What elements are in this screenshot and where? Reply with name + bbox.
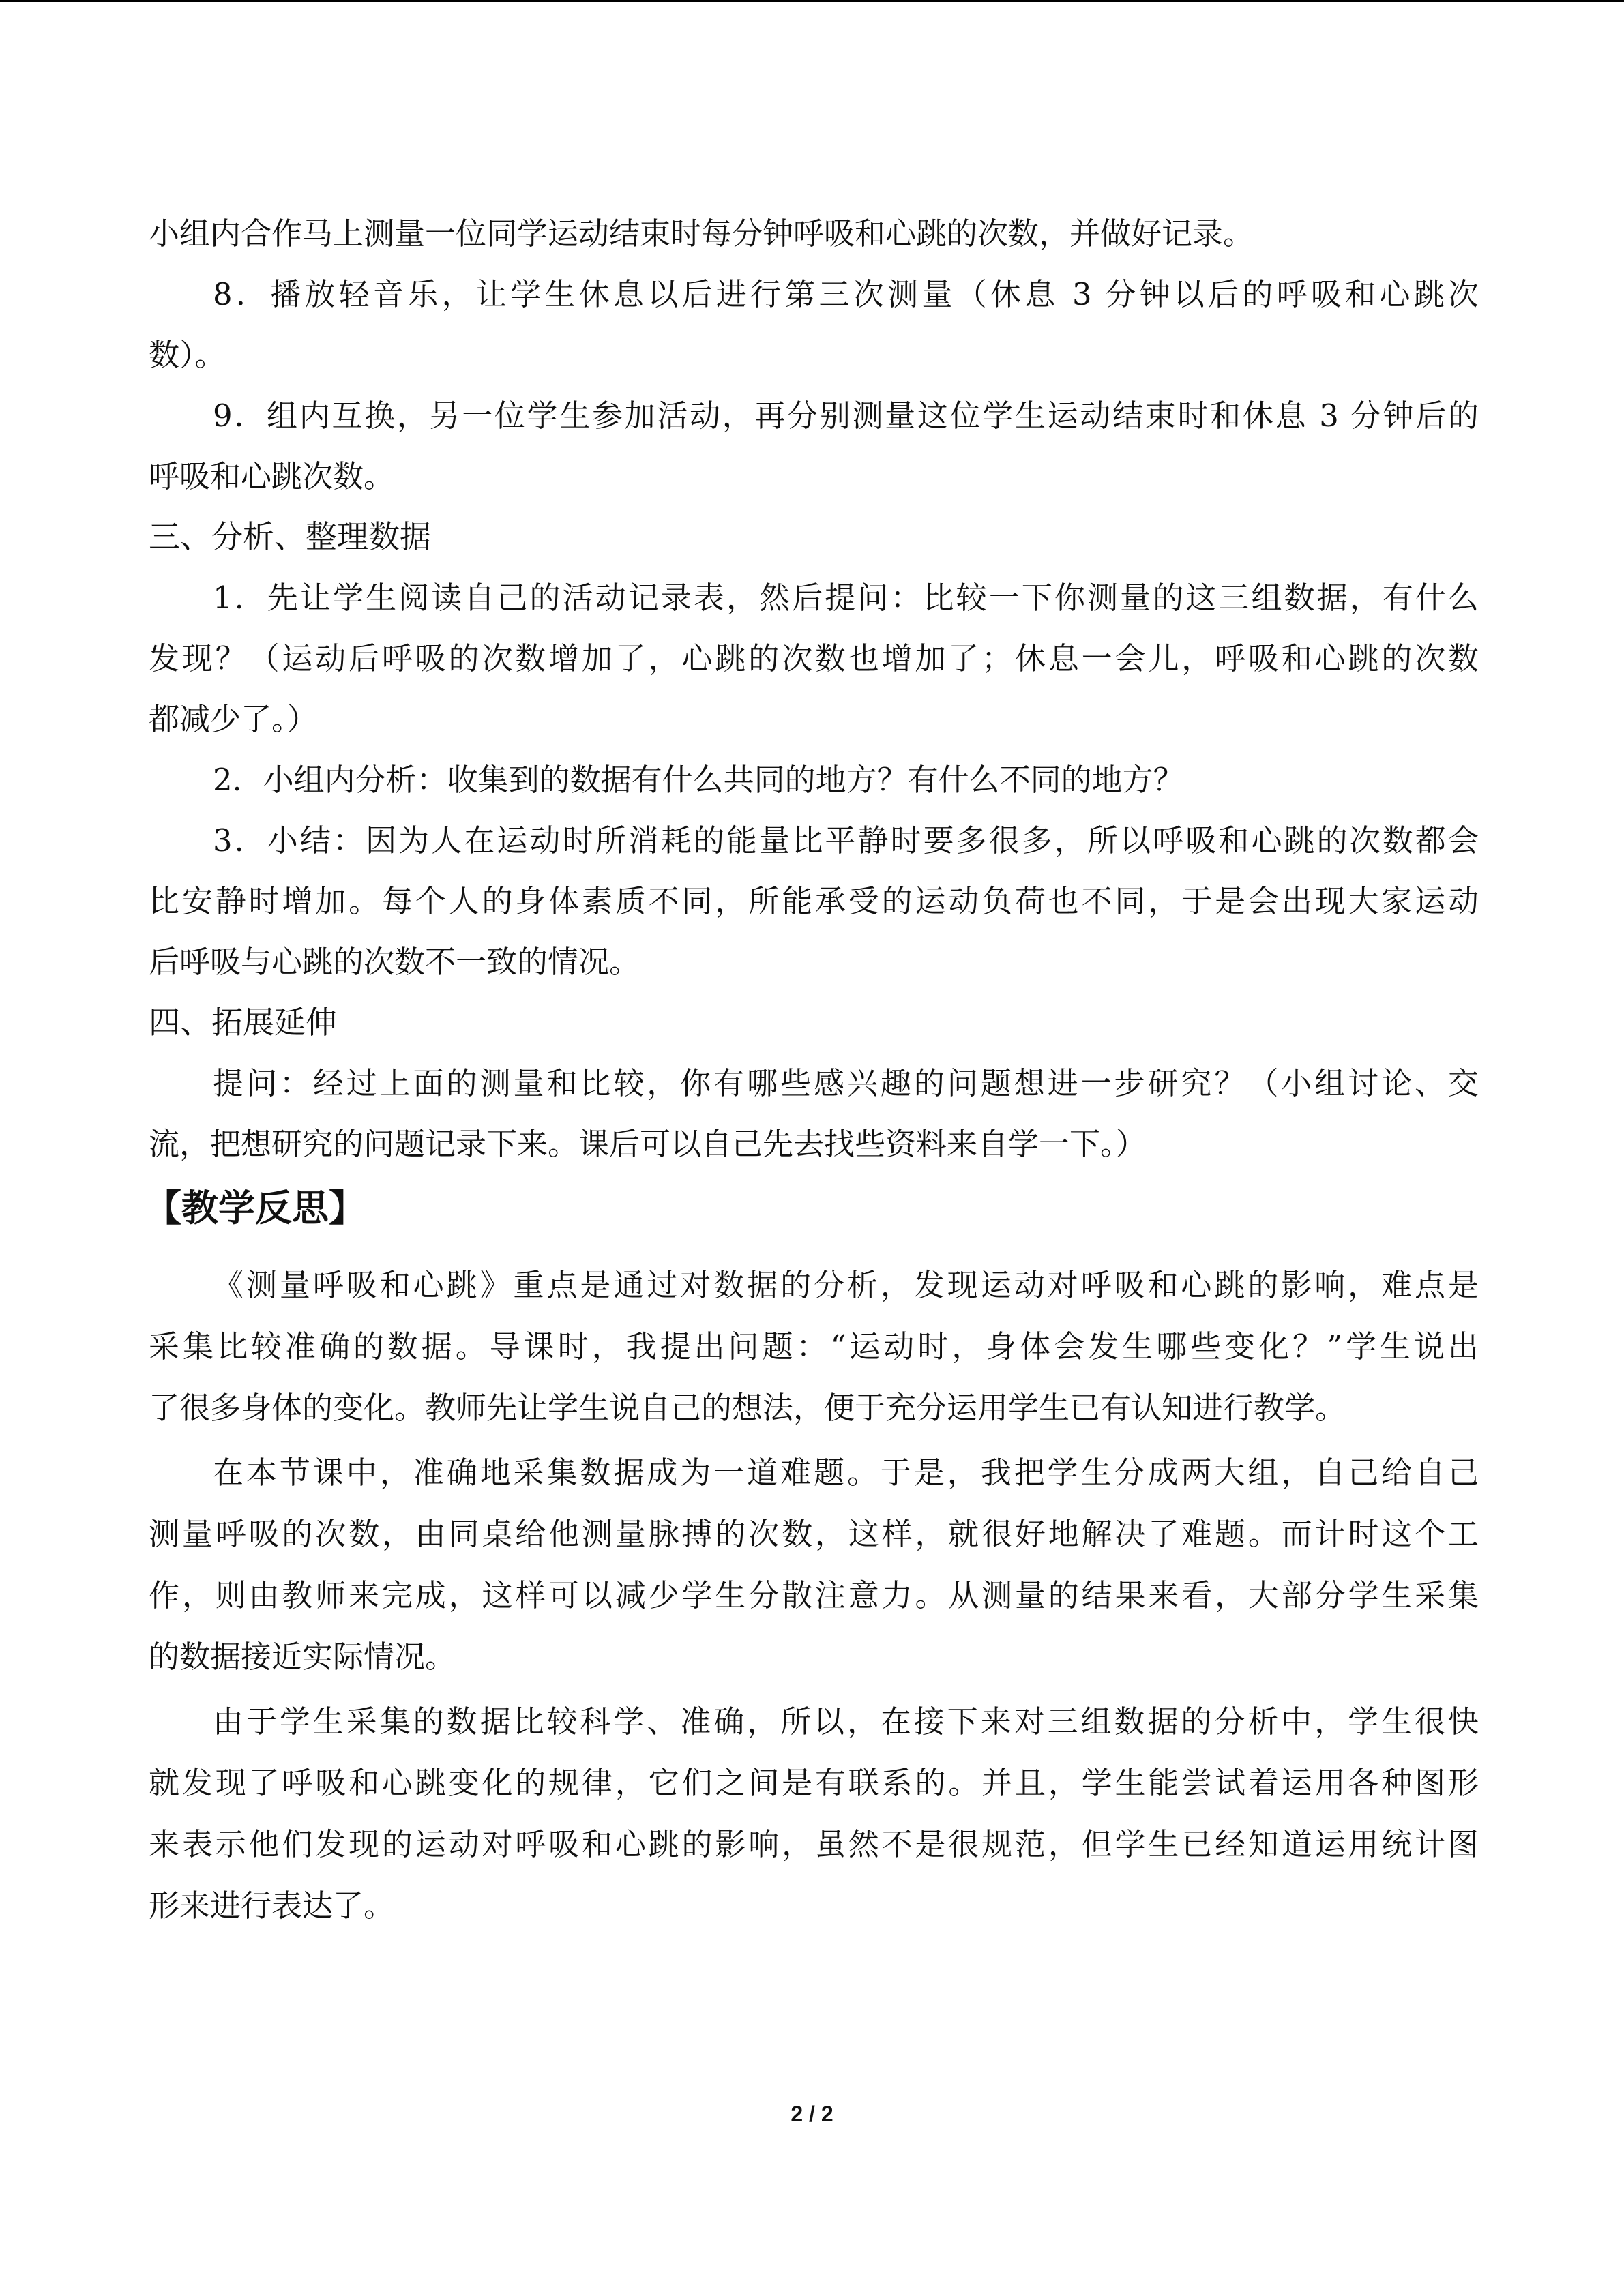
text-line: 的数据接近实际情况。: [149, 1639, 456, 1675]
text-line: 呼吸和心跳次数。: [149, 458, 395, 494]
text-line: 作，则由教师来完成，这样可以减少学生分散注意力。从测量的结果来看，大部分学生采集: [149, 1577, 1479, 1613]
text-line: 8．播放轻音乐，让学生休息以后进行第三次测量（休息 3 分钟以后的呼吸和心跳次: [213, 276, 1479, 312]
text-line: 提问：经过上面的测量和比较，你有哪些感兴趣的问题想进一步研究？（小组讨论、交: [213, 1065, 1479, 1101]
text-line: 后呼吸与心跳的次数不一致的情况。: [149, 944, 640, 980]
text-line: 了很多身体的变化。教师先让学生说自己的想法，便于充分运用学生已有认知进行教学。: [149, 1390, 1346, 1426]
text-line: 数）。: [149, 337, 226, 373]
reflection-paragraph-2: [149, 1442, 1479, 1688]
paragraph-step-8: [149, 264, 1479, 385]
section-heading-analysis: 三、分析、整理数据: [149, 518, 431, 555]
text-line: 比安静时增加。每个人的身体素质不同，所能承受的运动负荷也不同，于是会出现大家运动: [149, 883, 1479, 919]
text-line: 9．组内互换，另一位学生参加活动，再分别测量这位学生运动结束时和休息 3 分钟后的: [213, 398, 1479, 434]
text-line: 形来进行表达了。: [149, 1888, 395, 1924]
paragraph-analysis-1: [149, 567, 1479, 749]
reflection-title: 【教学反思】: [145, 1187, 366, 1229]
reflection-paragraph-1: [149, 1255, 1479, 1439]
reflection-paragraph-3: [149, 1691, 1479, 1937]
text-line: 都减少了。）: [149, 701, 318, 737]
text-line: 流，把想研究的问题记录下来。课后可以自己先去找些资料来自学一下。）: [149, 1126, 1147, 1162]
text-line: 3．小结：因为人在运动时所消耗的能量比平静时要多很多，所以呼吸和心跳的次数都会: [213, 822, 1479, 859]
section-heading-extension: 四、拓展延伸: [149, 1004, 337, 1041]
text-line: 就发现了呼吸和心跳变化的规律，它们之间是有联系的。并且，学生能尝试着运用各种图形: [149, 1765, 1479, 1801]
paragraph-analysis-2: [149, 749, 1479, 810]
paragraph-extension: [149, 1053, 1479, 1174]
page-top-border: [0, 0, 1624, 2]
text-line: 2．小组内分析：收集到的数据有什么共同的地方？有什么不同的地方？: [213, 762, 1184, 798]
text-line: 测量呼吸的次数，由同桌给他测量脉搏的次数，这样，就很好地解决了难题。而计时这个工: [149, 1516, 1479, 1552]
text-line: 来表示他们发现的运动对呼吸和心跳的影响，虽然不是很规范，但学生已经知道运用统计图: [149, 1826, 1479, 1862]
text-line: 由于学生采集的数据比较科学、准确，所以，在接下来对三组数据的分析中，学生很快: [213, 1703, 1479, 1740]
text-line: 小组内合作马上测量一位同学运动结束时每分钟呼吸和心跳的次数，并做好记录。: [149, 215, 1254, 252]
reflection-section: [149, 1255, 1479, 1937]
document-page: [145, 203, 1479, 1940]
page-number: 2 / 2: [791, 2102, 833, 2126]
text-line: 发现？（运动后呼吸的次数增加了，心跳的次数也增加了；休息一会儿，呼吸和心跳的次数: [149, 640, 1479, 676]
paragraph-step-7: [149, 203, 1479, 264]
text-line: 在本节课中，准确地采集数据成为一道难题。于是，我把学生分成两大组，自己给自己: [213, 1455, 1479, 1491]
text-line: 1．先让学生阅读自己的活动记录表，然后提问：比较一下你测量的这三组数据，有什么: [213, 580, 1479, 616]
paragraph-analysis-3: [149, 810, 1479, 992]
text-line: 采集比较准确的数据。导课时，我提出问题：“运动时，身体会发生哪些变化？”学生说出: [149, 1328, 1479, 1365]
text-line: 《测量呼吸和心跳》重点是通过对数据的分析，发现运动对呼吸和心跳的影响，难点是: [213, 1267, 1479, 1303]
paragraph-step-9: [149, 385, 1479, 507]
